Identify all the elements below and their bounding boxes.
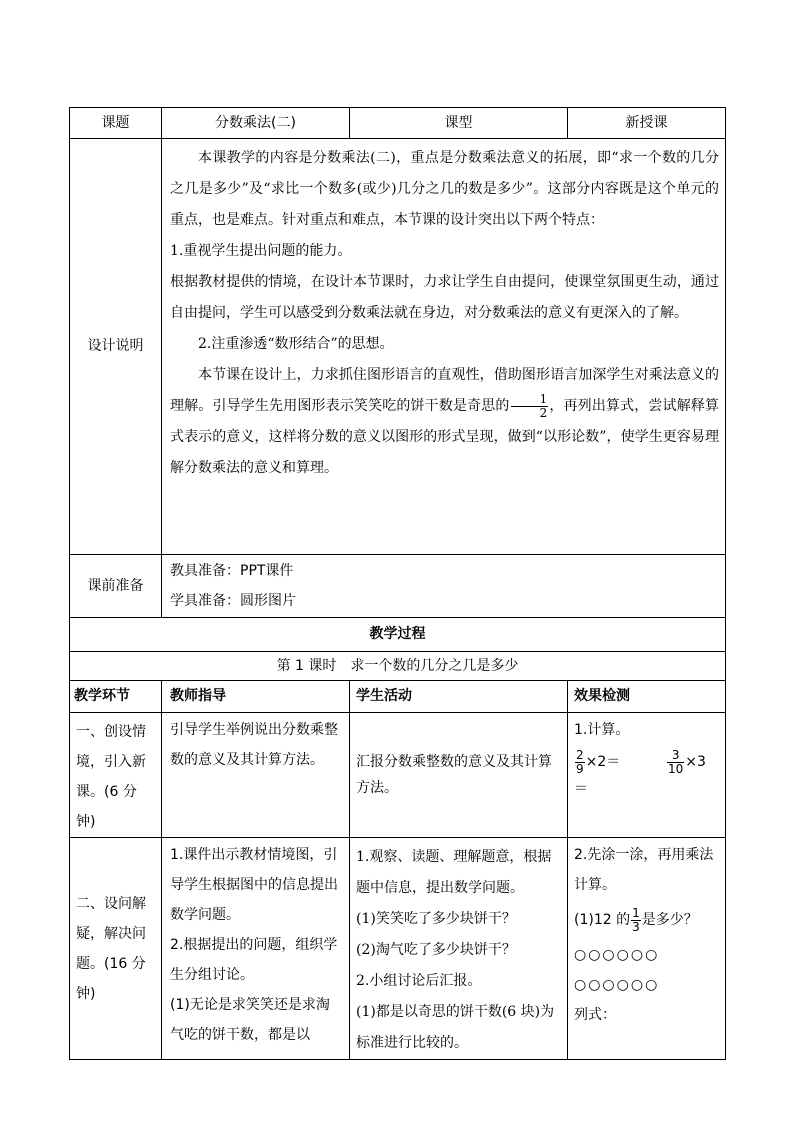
design-row — [70, 139, 726, 555]
prep-content — [162, 555, 726, 618]
type-value: 新授课 — [568, 108, 726, 139]
check-1-exercises — [574, 745, 721, 779]
stage-1: 一、创设情境，引入新课。(6 分钟) — [76, 724, 146, 830]
design-para-1: 本课教学的内容是分数乘法(二)，重点是分数乘法意义的拓展，即“求一个数的几分之几是多少”及“求比一个数多(或少)几分之几的数是多少”。这部分内容既是这个单元的重点，也是难点。针对重点和难点，本节课的设计突出以下两个特点： — [170, 150, 719, 228]
topic-value: 分数乘法(二) — [162, 108, 350, 139]
col-check: 效果检测 — [568, 681, 726, 713]
formula-label: 列式： — [574, 1007, 616, 1023]
circle-row-1: ○○○○○○ — [574, 947, 660, 963]
check-2-question: (1)12 的 $\frac{1}{3}$ 是多少？ — [574, 905, 698, 934]
check-1 — [568, 713, 725, 799]
prep-student: 学具准备：圆形图片 — [170, 593, 296, 609]
student-1: 汇报分数乘整数的意义及其计算方法。 — [356, 754, 552, 796]
type-label: 课型 — [350, 108, 568, 139]
teacher-2-step-2: 2.根据提出的问题，组织学生分组讨论。 — [170, 937, 338, 983]
stage-1-row — [70, 713, 726, 838]
column-header-row — [70, 681, 726, 713]
prep-label: 课前准备 — [70, 555, 162, 618]
teacher-2-step-1: 1.课件出示教材情境图，引导学生根据图中的信息提出数学问题。 — [170, 847, 338, 923]
student-1-cell — [350, 713, 568, 838]
col-stage: 教学环节 — [70, 681, 162, 713]
lesson-title: 第 1 课时 求一个数的几分之几是多少 — [70, 652, 726, 681]
check-2 — [568, 838, 725, 1030]
stage-2-row — [70, 838, 726, 1060]
exercise-a: $\frac{2}{9}$ ×2＝ — [576, 747, 621, 776]
teacher-2-cell — [162, 838, 350, 1060]
student-2-step-1: 1.观察、读题、理解题意，根据题中信息，提出数学问题。 — [356, 849, 552, 896]
student-2-q2: (2)淘气吃了多少块饼干？ — [356, 942, 516, 958]
design-para-3a: 本节课在设计上，力求抓住图形语言的直观性，借助图形语言加深学生对乘法意义的理解。引导学生先用图形表示笑笑吃的饼干数是奇思的 — [170, 367, 719, 414]
design-para-3 — [170, 360, 719, 484]
check-2-cell — [568, 838, 726, 1060]
teacher-1-cell — [162, 713, 350, 838]
teacher-2 — [162, 838, 349, 1050]
exercise-b: $\frac{3}{10}$ ×3 — [668, 747, 706, 776]
teacher-1: 引导学生举例说出分数乘整数的意义及其计算方法。 — [170, 722, 338, 768]
student-2-cell — [350, 838, 568, 1060]
process-title: 教学过程 — [70, 618, 726, 652]
design-para-2: 根据教材提供的情境，在设计本节课时，力求让学生自由提问，使课堂氛围更生动，通过自由提问，学生可以感受到分数乘法就在身边，对分数乘法的意义有更深入的了解。 — [170, 274, 719, 321]
student-2-step-2: 2.小组讨论后汇报。 — [356, 973, 482, 989]
lesson-title-row — [70, 652, 726, 681]
stage-1-cell — [70, 713, 162, 838]
topic-label: 课题 — [70, 108, 162, 139]
prep-row — [70, 555, 726, 618]
exercise-b-equals: ＝ — [574, 781, 588, 797]
check-2-title: 2.先涂一涂，再用乘法计算。 — [574, 847, 714, 893]
design-point-2: 2.注重渗透“数形结合”的思想。 — [198, 336, 394, 352]
header-row — [70, 108, 726, 139]
check-1-title: 1.计算。 — [574, 722, 630, 738]
student-2-q1: (1)笑笑吃了多少块饼干？ — [356, 911, 516, 927]
teacher-2-step-3: (1)无论是求笑笑还是求淘气吃的饼干数，都是以 — [170, 997, 330, 1043]
student-2 — [350, 838, 567, 1059]
design-content — [162, 139, 726, 555]
check-1-cell — [568, 713, 726, 838]
student-2-answer: (1)都是以奇思的饼干数(6 块)为标准进行比较的。 — [356, 1004, 555, 1051]
fraction-one-half: $\frac{1}{2}$ — [511, 393, 549, 420]
prep-teacher: 教具准备：PPT课件 — [170, 563, 294, 579]
design-label: 设计说明 — [70, 139, 162, 555]
circle-row-2: ○○○○○○ — [574, 977, 660, 993]
stage-2-cell — [70, 838, 162, 1060]
stage-2: 二、设问解疑，解决问题。(16 分钟) — [76, 895, 146, 1002]
lesson-plan-table — [69, 107, 726, 1060]
design-point-1: 1.重视学生提出问题的能力。 — [170, 243, 352, 259]
design-para-3b: ，再列出算式，尝试解释算式表示的意义，这样将分数的意义以图形的形式呈现，做到“以形论数”，使学生更容易理解分数乘法的意义和算理。 — [170, 398, 720, 476]
col-teacher: 教师指导 — [162, 681, 350, 713]
col-student: 学生活动 — [350, 681, 568, 713]
process-title-row — [70, 618, 726, 652]
